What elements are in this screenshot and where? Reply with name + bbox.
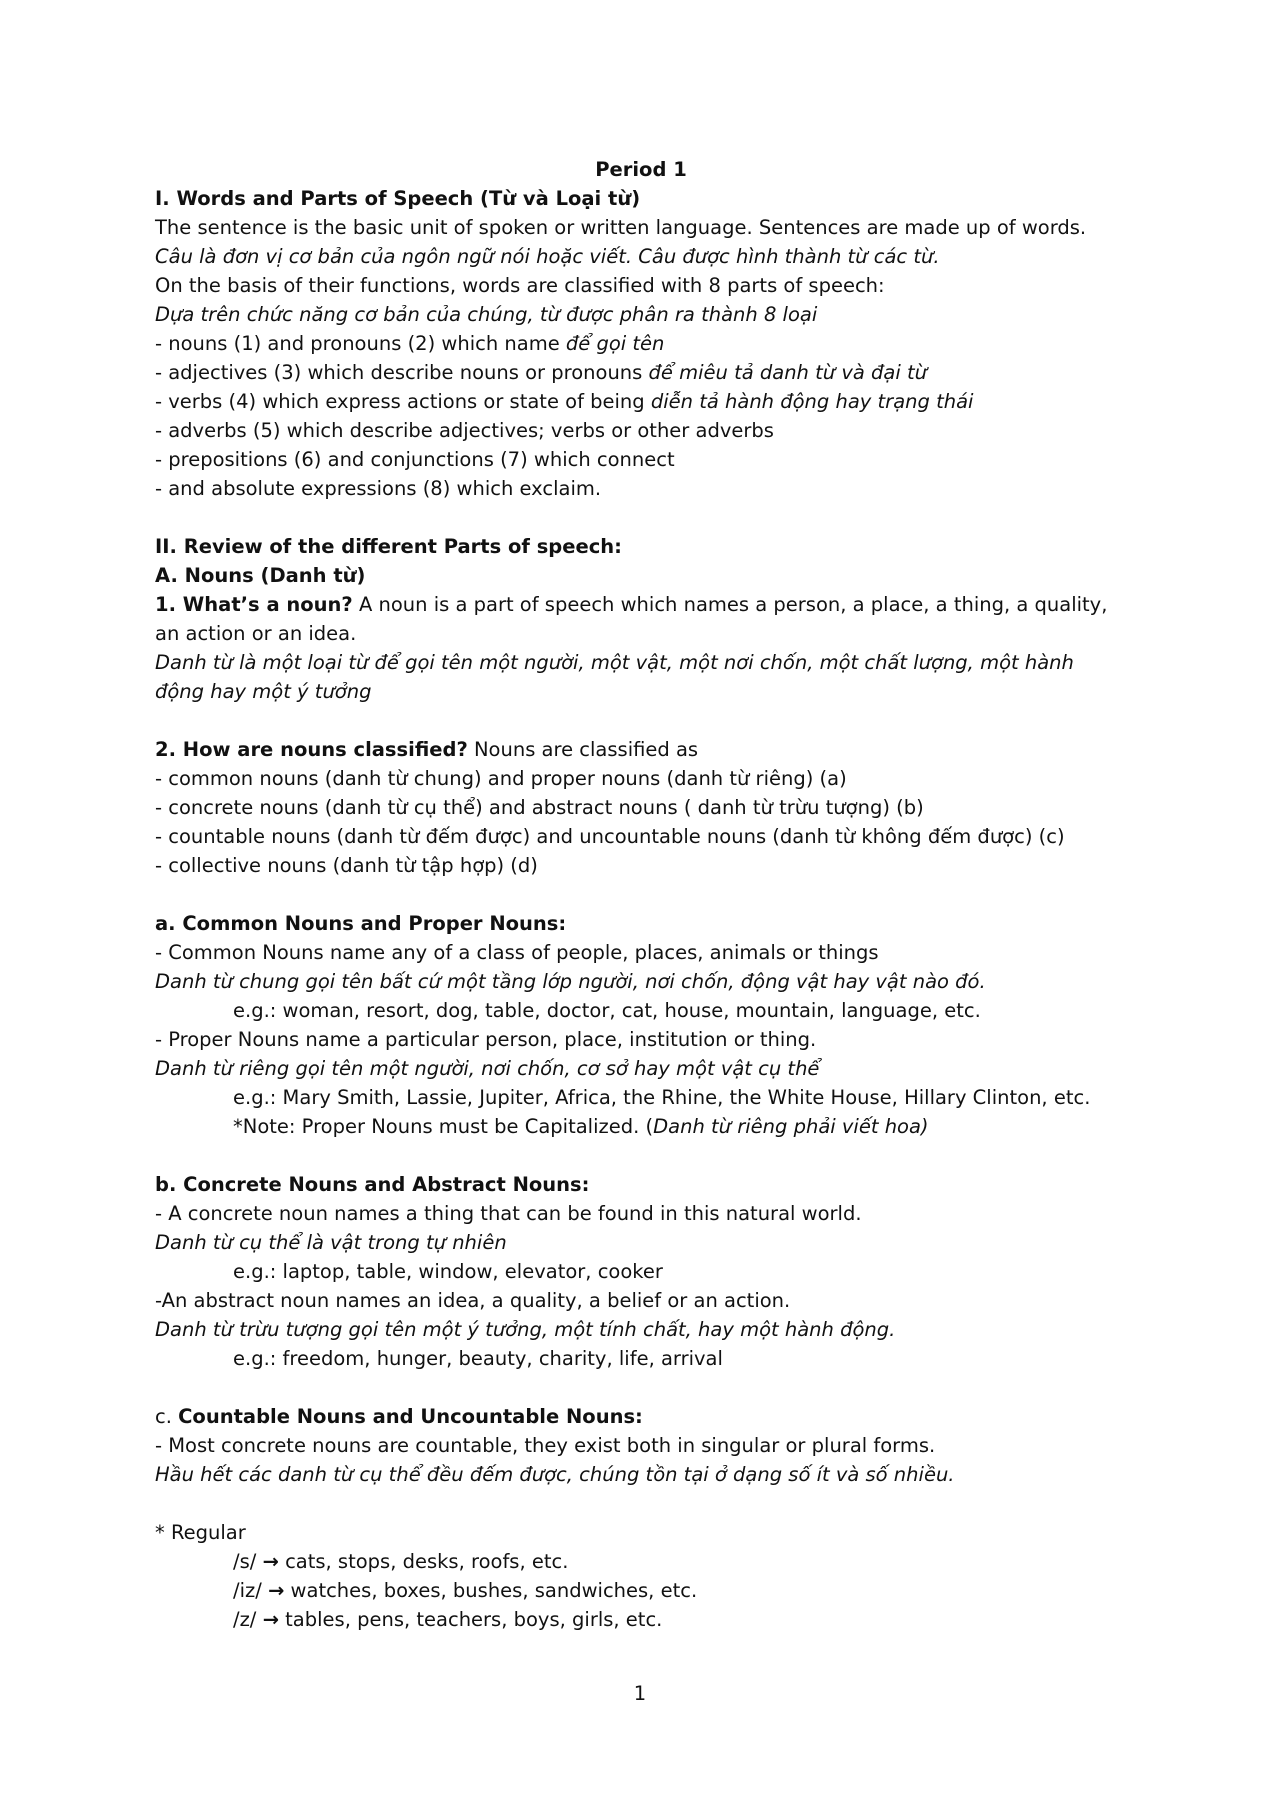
regular-label: * Regular (155, 1521, 246, 1544)
examples: watches, boxes, bushes, sandwiches, etc. (290, 1579, 698, 1602)
list-item-translation: để gọi tên (565, 332, 665, 355)
list-item-text: - verbs (4) which express actions or state of being (155, 390, 651, 413)
sound: /iz/ (233, 1579, 262, 1602)
paragraph-translation: Câu là đơn vị cơ bản của ngôn ngữ nói hoặc viết. Câu được hình thành từ các từ. (155, 245, 940, 268)
list-item-translation: diễn tả hành động hay trạng thái (650, 390, 974, 413)
part-c-title: Countable Nouns and Uncountable Nouns: (178, 1405, 643, 1428)
note-translation: Danh từ riêng phải viết hoa) (653, 1115, 929, 1138)
examples: cats, stops, desks, roofs, etc. (285, 1550, 569, 1573)
pronunciation-rule (155, 1547, 1127, 1576)
pronunciation-rule (155, 1605, 1127, 1634)
sound: /s/ (233, 1550, 257, 1573)
examples: tables, pens, teachers, boys, girls, etc. (285, 1608, 663, 1631)
paragraph: -An abstract noun names an idea, a quality, a belief or an action. (155, 1289, 791, 1312)
list-item: - and absolute expressions (8) which exclaim. (155, 477, 602, 500)
example-line: e.g.: Mary Smith, Lassie, Jupiter, Africa, the Rhine, the White House, Hillary Clinton, etc. (233, 1086, 1091, 1109)
arrow-right-icon: → (268, 1579, 285, 1602)
list-item: - adverbs (5) which describe adjectives; verbs or other adverbs (155, 419, 774, 442)
paragraph-translation: Danh từ chung gọi tên bất cứ một tầng lớp người, nơi chốn, động vật hay vật nào đó. (155, 970, 986, 993)
list-item (155, 329, 1127, 358)
part-a-heading: a. Common Nouns and Proper Nouns: (155, 912, 567, 935)
paragraph-translation: Dựa trên chức năng cơ bản của chúng, từ được phân ra thành 8 loại (155, 303, 818, 326)
spacer (155, 1489, 1127, 1518)
paragraph-translation: Danh từ riêng gọi tên một người, nơi chốn, cơ sở hay một vật cụ thể (155, 1057, 820, 1080)
example-line: e.g.: woman, resort, dog, table, doctor, cat, house, mountain, language, etc. (233, 999, 981, 1022)
question-label: 1. What’s a noun? (155, 593, 353, 616)
part-c-heading (155, 1402, 1127, 1431)
paragraph: - Common Nouns name any of a class of people, places, animals or things (155, 941, 879, 964)
note-line (155, 1112, 1127, 1141)
list-item: - concrete nouns (danh từ cụ thể) and abstract nouns ( danh từ trừu tượng) (b) (155, 796, 924, 819)
section-1-heading: I. Words and Parts of Speech (Từ và Loại từ) (155, 187, 641, 210)
note-text: *Note: Proper Nouns must be Capitalized. ( (233, 1115, 654, 1138)
arrow-right-icon: → (262, 1550, 279, 1573)
example-line: e.g.: freedom, hunger, beauty, charity, life, arrival (233, 1347, 723, 1370)
paragraph: On the basis of their functions, words are classified with 8 parts of speech: (155, 274, 885, 297)
paragraph: The sentence is the basic unit of spoken or written language. Sentences are made up of words. (155, 216, 1087, 239)
page-title: Period 1 (595, 158, 687, 181)
list-item: - collective nouns (danh từ tập hợp) (d) (155, 854, 538, 877)
question-label: 2. How are nouns classified? (155, 738, 468, 761)
section-2-heading: II. Review of the different Parts of speech: (155, 535, 622, 558)
question-2 (155, 735, 1127, 764)
question-text: A noun is a part of speech which names a person, a place, a thing, a quality, an action or an idea. (155, 593, 1108, 645)
spacer (155, 1141, 1127, 1170)
question-text: Nouns are classified as (467, 738, 699, 761)
example-line: e.g.: laptop, table, window, elevator, cooker (233, 1260, 663, 1283)
arrow-right-icon: → (262, 1608, 279, 1631)
document-body (155, 155, 1127, 1634)
page-number: 1 (633, 1682, 647, 1705)
list-item-translation: để miêu tả danh từ và đại từ (648, 361, 927, 384)
paragraph: - Most concrete nouns are countable, they exist both in singular or plural forms. (155, 1434, 936, 1457)
spacer (155, 706, 1127, 735)
spacer (155, 1373, 1127, 1402)
paragraph: - Proper Nouns name a particular person, place, institution or thing. (155, 1028, 817, 1051)
sound: /z/ (233, 1608, 257, 1631)
paragraph-translation: Danh từ cụ thể là vật trong tự nhiên (155, 1231, 507, 1254)
spacer (155, 503, 1127, 532)
spacer (155, 880, 1127, 909)
paragraph-translation: Danh từ trừu tượng gọi tên một ý tưởng, một tính chất, hay một hành động. (155, 1318, 896, 1341)
question-1 (155, 590, 1127, 648)
part-b-heading: b. Concrete Nouns and Abstract Nouns: (155, 1173, 590, 1196)
paragraph-translation: Hầu hết các danh từ cụ thể đều đếm được, chúng tồn tại ở dạng số ít và số nhiều. (155, 1463, 955, 1486)
part-c-prefix: c. (155, 1405, 179, 1428)
paragraph: - A concrete noun names a thing that can be found in this natural world. (155, 1202, 862, 1225)
list-item-text: - adjectives (3) which describe nouns or pronouns (155, 361, 649, 384)
list-item (155, 358, 1127, 387)
pronunciation-rule (155, 1576, 1127, 1605)
list-item (155, 387, 1127, 416)
list-item: - countable nouns (danh từ đếm được) and uncountable nouns (danh từ không đếm được) (c) (155, 825, 1065, 848)
question-1-translation: Danh từ là một loại từ để gọi tên một người, một vật, một nơi chốn, một chất lượng, một hành động hay một ý tưởng (155, 651, 1074, 703)
list-item: - prepositions (6) and conjunctions (7) which connect (155, 448, 675, 471)
list-item-text: - nouns (1) and pronouns (2) which name (155, 332, 566, 355)
subsection-heading: A. Nouns (Danh từ) (155, 564, 366, 587)
list-item: - common nouns (danh từ chung) and proper nouns (danh từ riêng) (a) (155, 767, 847, 790)
